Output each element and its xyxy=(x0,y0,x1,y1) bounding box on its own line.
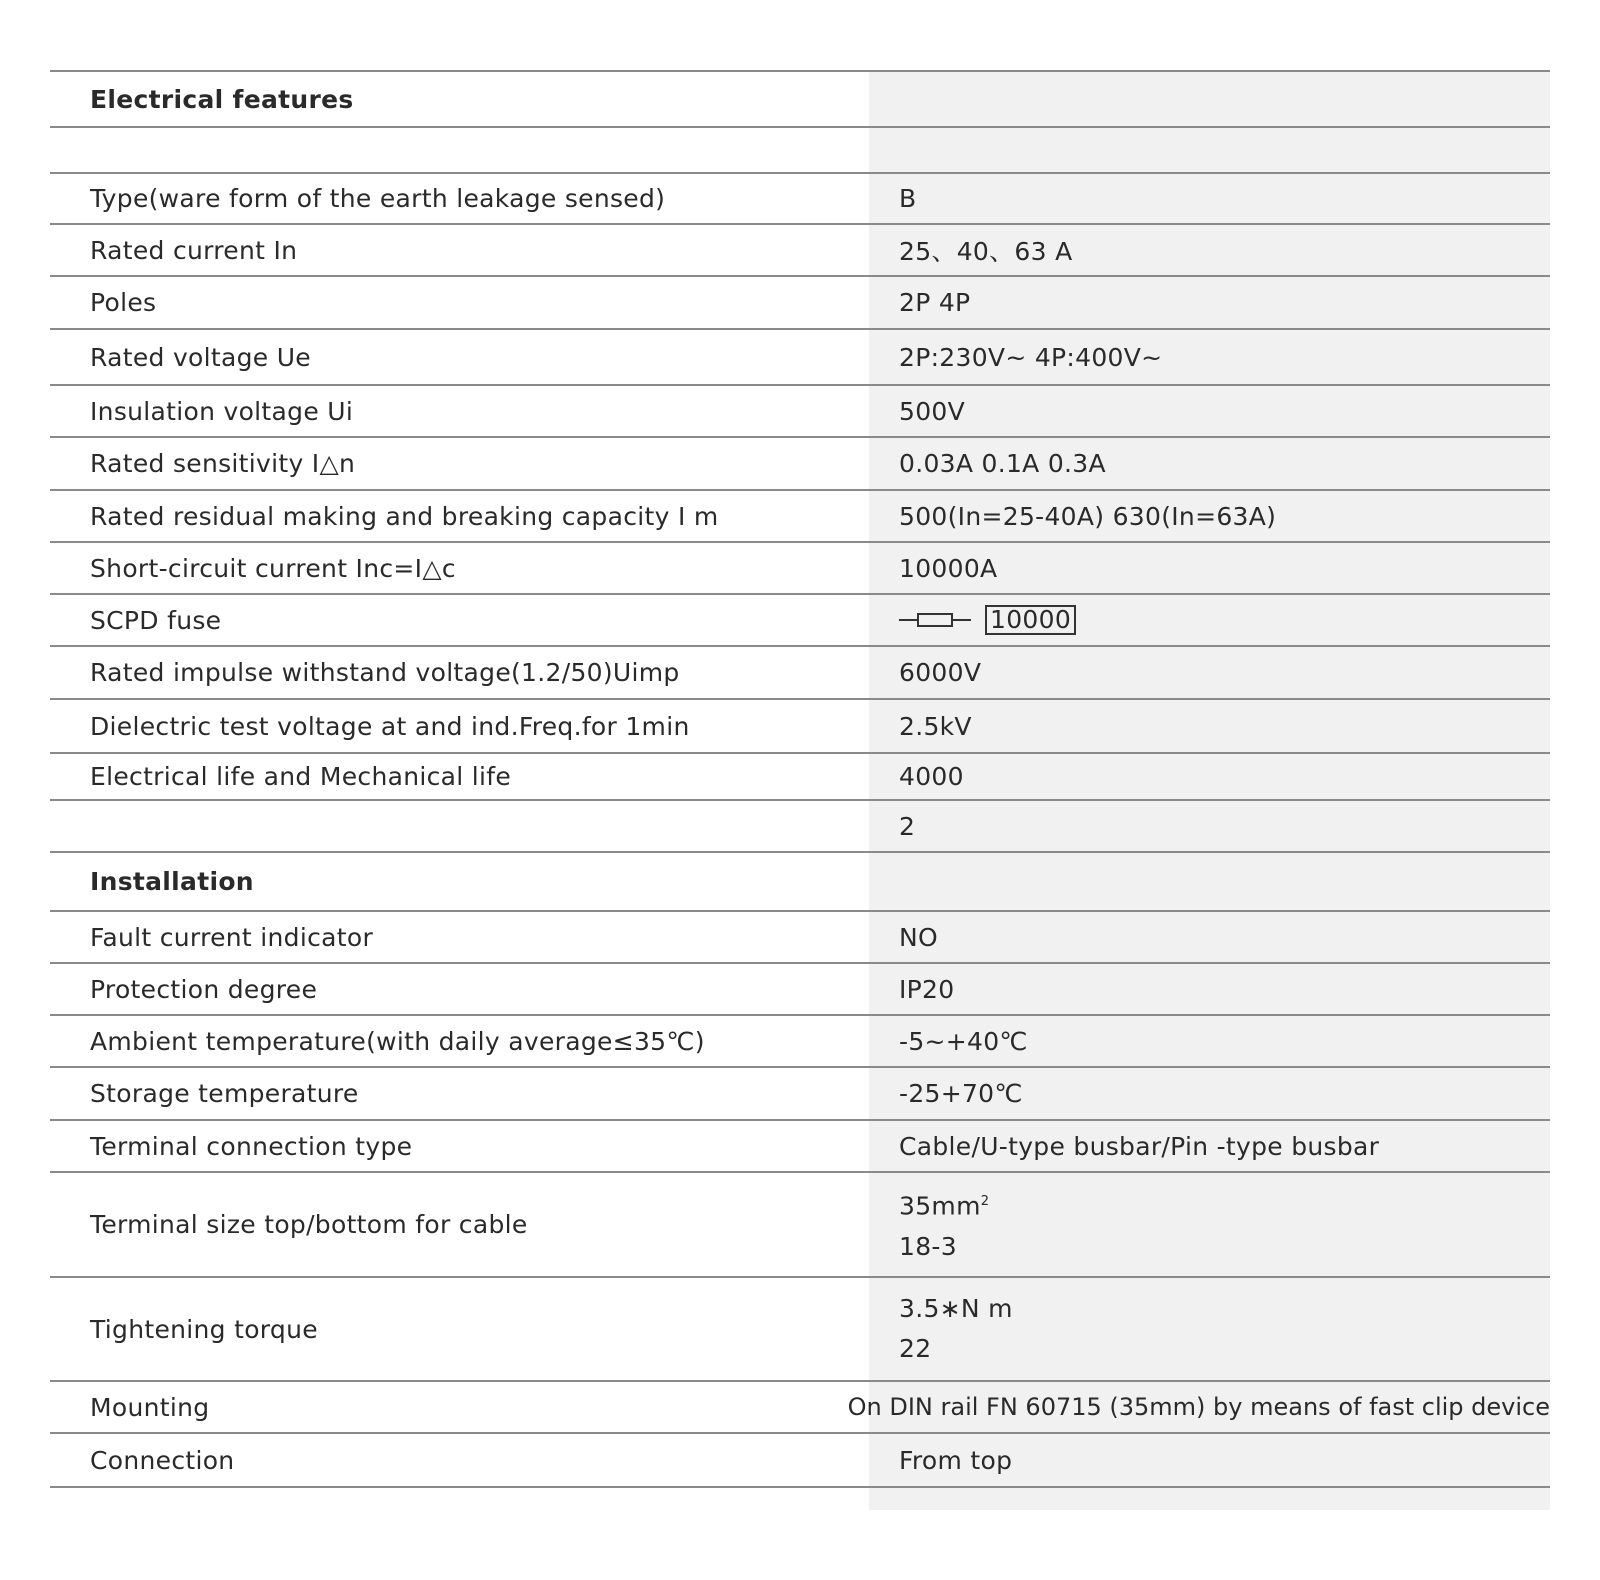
spec-label: Dielectric test voltage at and ind.Freq.for 1min xyxy=(90,711,690,741)
spec-row-rated-current xyxy=(50,225,1550,277)
spec-row-terminal-connection xyxy=(50,1121,1550,1173)
fuse-rating: 10000 xyxy=(985,605,1076,635)
spec-row-type xyxy=(50,174,1550,225)
spec-value: 2.5kV xyxy=(899,711,972,741)
spec-label: Rated residual making and breaking capacity I m xyxy=(90,501,719,531)
spec-row-breaking-capacity xyxy=(50,491,1550,543)
spec-row-rated-voltage xyxy=(50,330,1550,386)
spec-row-ambient-temperature xyxy=(50,1016,1550,1068)
spec-label: Short-circuit current Inc=I△c xyxy=(90,553,456,583)
spec-row-terminal-size xyxy=(50,1173,1550,1278)
spec-label: Rated impulse withstand voltage(1.2/50)Uimp xyxy=(90,658,680,687)
spec-label: Rated voltage Ue xyxy=(90,342,311,372)
spec-label: Fault current indicator xyxy=(90,922,374,952)
section-title: Electrical features xyxy=(90,84,354,114)
spec-row-mounting xyxy=(50,1382,1550,1434)
spec-value xyxy=(869,128,1550,172)
spec-label: Ambient temperature(with daily average≤35℃) xyxy=(90,1026,705,1056)
spec-value: 10000A xyxy=(899,553,998,583)
spec-label: Tightening torque xyxy=(90,1314,318,1344)
spec-value: 0.03A 0.1A 0.3A xyxy=(899,449,1106,478)
spec-value: On DIN rail FN 60715 (35mm) by means of fast clip device xyxy=(847,1393,1550,1421)
spec-label: Terminal size top/bottom for cable xyxy=(90,1210,528,1239)
spec-value: IP20 xyxy=(899,974,955,1004)
spec-row-empty xyxy=(50,128,1550,174)
section-title: Installation xyxy=(90,867,254,896)
spec-label: Mounting xyxy=(90,1392,210,1422)
spec-value: -25+70℃ xyxy=(899,1079,1023,1108)
spec-row-insulation-voltage xyxy=(50,386,1550,438)
spec-label xyxy=(50,801,869,851)
spec-label: Insulation voltage Ui xyxy=(90,396,354,426)
spec-value-line: 3.5∗N m xyxy=(899,1294,1013,1323)
spec-row-impulse-voltage xyxy=(50,647,1550,700)
spec-value: 4000 xyxy=(899,762,964,791)
spec-label: Protection degree xyxy=(90,974,318,1004)
spec-value xyxy=(869,1278,1550,1380)
spec-value: 500V xyxy=(899,396,966,426)
spec-value: Cable/U-type busbar/Pin -type busbar xyxy=(899,1131,1380,1161)
spec-row-storage-temperature xyxy=(50,1068,1550,1121)
spec-row-rated-sensitivity xyxy=(50,438,1550,491)
spec-value: 25、40、63 A xyxy=(899,237,1073,266)
section-header-electrical xyxy=(50,70,1550,128)
spec-label: Poles xyxy=(90,288,157,317)
section-header-installation xyxy=(50,853,1550,912)
spec-value: -5~+40℃ xyxy=(899,1026,1028,1056)
spec-value xyxy=(869,1173,1550,1276)
spec-label xyxy=(50,128,869,172)
spec-row-short-circuit xyxy=(50,543,1550,595)
spec-row-fault-indicator xyxy=(50,912,1550,964)
spec-label: Rated current In xyxy=(90,235,298,265)
spec-label: Terminal connection type xyxy=(90,1131,413,1161)
spec-label: Electrical life and Mechanical life xyxy=(90,762,512,791)
spec-value: 500(In=25-40A) 630(In=63A) xyxy=(899,501,1277,531)
spec-value: From top xyxy=(899,1445,1013,1475)
spec-row-protection-degree xyxy=(50,964,1550,1016)
spec-label: Storage temperature xyxy=(90,1079,359,1108)
spec-row-scpd-fuse xyxy=(50,595,1550,647)
spec-table xyxy=(50,70,1550,1488)
spec-row-electrical-life xyxy=(50,754,1550,801)
spec-value-superscript: 2 xyxy=(980,1194,990,1210)
spec-value-line-2: 22 xyxy=(899,1334,932,1363)
fuse-icon xyxy=(899,610,971,630)
spec-value: 6000V xyxy=(899,658,982,687)
spec-label: Connection xyxy=(90,1445,235,1475)
spec-row-dielectric-test xyxy=(50,700,1550,754)
spec-value xyxy=(869,595,1550,645)
spec-row-mechanical-life xyxy=(50,801,1550,853)
spec-row-connection xyxy=(50,1434,1550,1488)
spec-row-tightening-torque xyxy=(50,1278,1550,1382)
spec-value: 2 xyxy=(899,811,916,841)
spec-value-line-2: 18-3 xyxy=(899,1231,957,1261)
spec-value: NO xyxy=(899,922,938,952)
spec-label: Type(ware form of the earth leakage sensed) xyxy=(90,184,666,213)
spec-value: 2P 4P xyxy=(899,288,971,317)
spec-row-poles xyxy=(50,277,1550,330)
spec-value: B xyxy=(899,184,917,213)
spec-label: Rated sensitivity I△n xyxy=(90,449,356,478)
spec-value-line: 35mm xyxy=(899,1191,981,1221)
spec-label: SCPD fuse xyxy=(90,605,222,635)
spec-value: 2P:230V~ 4P:400V~ xyxy=(899,342,1163,372)
